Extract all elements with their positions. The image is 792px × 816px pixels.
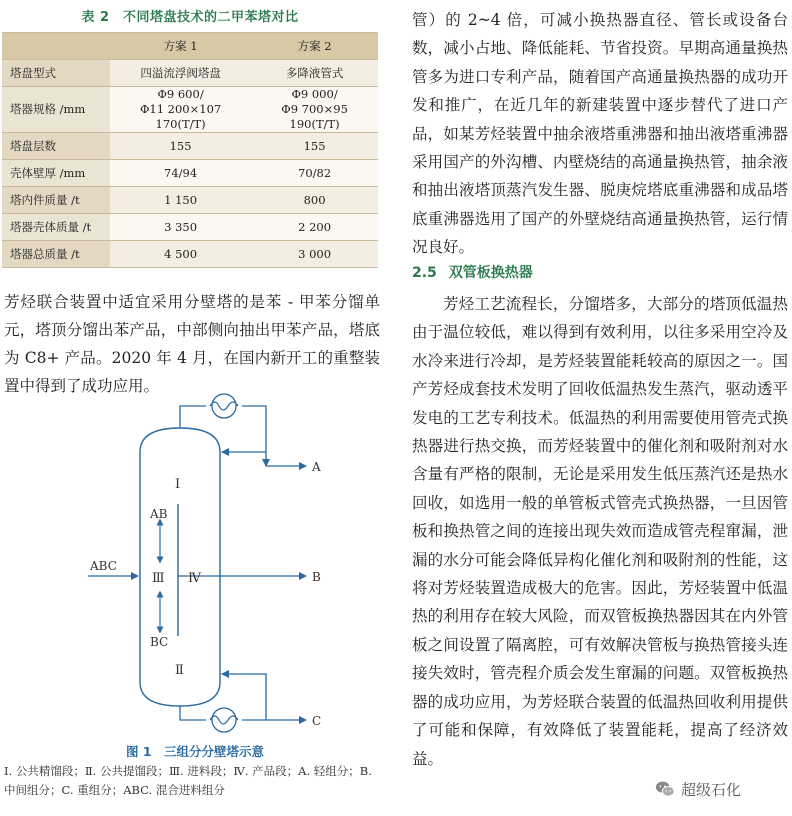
product-c-label: C	[312, 714, 322, 728]
cell-plan1: 155	[110, 133, 251, 160]
product-a-label: A	[312, 460, 321, 474]
table-row	[2, 160, 378, 187]
feed-label: ABC	[90, 559, 117, 573]
cell-plan1: 四溢流浮阀塔盘	[110, 60, 251, 87]
header-empty	[2, 33, 110, 60]
cell-line: Φ11 200×107 170(T/T)	[139, 102, 222, 131]
cell-plan2	[251, 87, 378, 133]
watermark-text: 超级石化	[681, 780, 742, 799]
row-label: 塔器规格 /mm	[2, 87, 110, 133]
section-heading	[412, 262, 788, 282]
wechat-icon	[654, 778, 676, 800]
body-paragraph-right-1: 管）的 2~4 倍，可减小换热器直径、管长或设备台数，减小占地、降低能耗、节省投资。早期高通量换热管多为进口专利产品，随着国产高通量换热器的成功开发和推广，在近几年的新建装置中逐步替代了进口产品，如某芳烃装置中抽余液塔重沸器和抽出液塔重沸器采用国产的外沟槽、内壁烧结的高通量换热管，抽余液和抽出液塔顶蒸汽发生器、脱庚烷塔底重沸器和成品塔底重沸器选用了国产的外壁烧结高通量换热管，运行情况良好。	[412, 11, 788, 257]
table-row	[2, 241, 378, 268]
figure-caption: Ⅰ. 公共精馏段；Ⅱ. 公共提馏段；Ⅲ. 进料段；Ⅳ. 产品段；A. 轻组分；B. 中间组分；C. 重组分；ABC. 混合进料组分	[4, 764, 372, 797]
row-label: 塔器总质量 /t	[2, 241, 110, 268]
table-row	[2, 214, 378, 241]
row-label: 壳体壁厚 /mm	[2, 160, 110, 187]
header-plan2: 方案 2	[251, 33, 378, 60]
table-row	[2, 187, 378, 214]
bc-label: BC	[150, 635, 169, 649]
cell-plan1: 74/94	[110, 160, 251, 187]
figure-title: 图 1 三组分分壁塔示意	[125, 744, 265, 759]
row-label: 塔盘型式	[2, 60, 110, 87]
zone-3-label: Ⅲ	[152, 571, 165, 586]
table-title: 表 2 不同塔盘技术的二甲苯塔对比	[81, 10, 299, 25]
cell-plan1	[110, 87, 251, 133]
dividing-wall-column-diagram	[60, 392, 360, 742]
comparison-table	[2, 32, 378, 268]
ab-label: AB	[150, 507, 168, 521]
zone-1-label: Ⅰ	[175, 477, 181, 492]
body-paragraph-right-2: 芳烃工艺流程长，分馏塔多，大部分的塔顶低温热由于温位较低，难以得到有效利用，以往多采用空冷及水冷来进行冷却，是芳烃装置能耗较高的原因之一。国产芳烃成套技术发明了回收低温热发生蒸汽，驱动透平发电的工艺专利技术。低温热的利用需要使用管壳式换热器进行热交换，而芳烃装置中的催化剂和吸附剂对水含量有严格的限制，无论是采用发生低压蒸汽还是热水回收，如选用一般的单管板式管壳式换热器，一旦因管板和换热管之间的连接出现失效而造成管壳程窜漏，泄漏的水分可能会降低异构化催化剂和吸附剂的性能，这将对芳烃装置造成极大的危害。因此，芳烃装置中低温热的利用存在较大风险，而双管板换热器因其在内外管板之间设置了隔离腔，可有效解决管板与换热管接头连接失效时，管壳程介质会发生窜漏的问题。双管板换热器的成功应用，为芳烃联合装置的低温热回收利用提供了可能和保障，有效降低了装置能耗，提高了经济效益。	[412, 295, 788, 768]
row-label: 塔盘层数	[2, 133, 110, 160]
cell-plan1: 3 350	[110, 214, 251, 241]
cell-plan2: 2 200	[251, 214, 378, 241]
cell-plan1: 4 500	[110, 241, 251, 268]
bottoms-line	[180, 706, 206, 720]
cell-plan1: 1 150	[110, 187, 251, 214]
table-row	[2, 133, 378, 160]
table-row	[2, 87, 378, 133]
zone-4-label: Ⅳ	[188, 571, 201, 586]
row-label: 塔器壳体质量 /t	[2, 214, 110, 241]
section-number: 2.5	[412, 265, 437, 281]
cell-plan2: 多降液管式	[251, 60, 378, 87]
body-paragraph-left: 芳烃联合装置中适宜采用分壁塔的是苯 - 甲苯分馏单元，塔顶分馏出苯产品，中部侧向抽出甲苯产品，塔底为 C8+ 产品。2020 年 4 月，在国内新开工的重整装置中得到了成功应用。	[4, 293, 380, 395]
table-row	[2, 60, 378, 87]
table-header-row	[2, 33, 378, 60]
cell-line: Φ9 600/	[157, 87, 204, 101]
cell-plan2: 70/82	[251, 160, 378, 187]
row-label: 塔内件质量 /t	[2, 187, 110, 214]
overhead-line-2	[242, 406, 266, 466]
cell-plan2: 155	[251, 133, 378, 160]
cell-plan2: 3 000	[251, 241, 378, 268]
overhead-line	[180, 406, 206, 428]
condenser-icon	[210, 394, 238, 418]
cell-line: Φ9 000/	[291, 87, 338, 101]
reboiler-icon	[210, 708, 238, 732]
zone-2-label: Ⅱ	[175, 663, 184, 678]
header-plan1: 方案 1	[110, 33, 251, 60]
product-b-label: B	[312, 570, 321, 584]
cell-line: Φ9 700×95 190(T/T)	[281, 102, 348, 131]
cell-plan2: 800	[251, 187, 378, 214]
watermark	[652, 776, 743, 802]
section-title: 双管板换热器	[448, 265, 533, 281]
